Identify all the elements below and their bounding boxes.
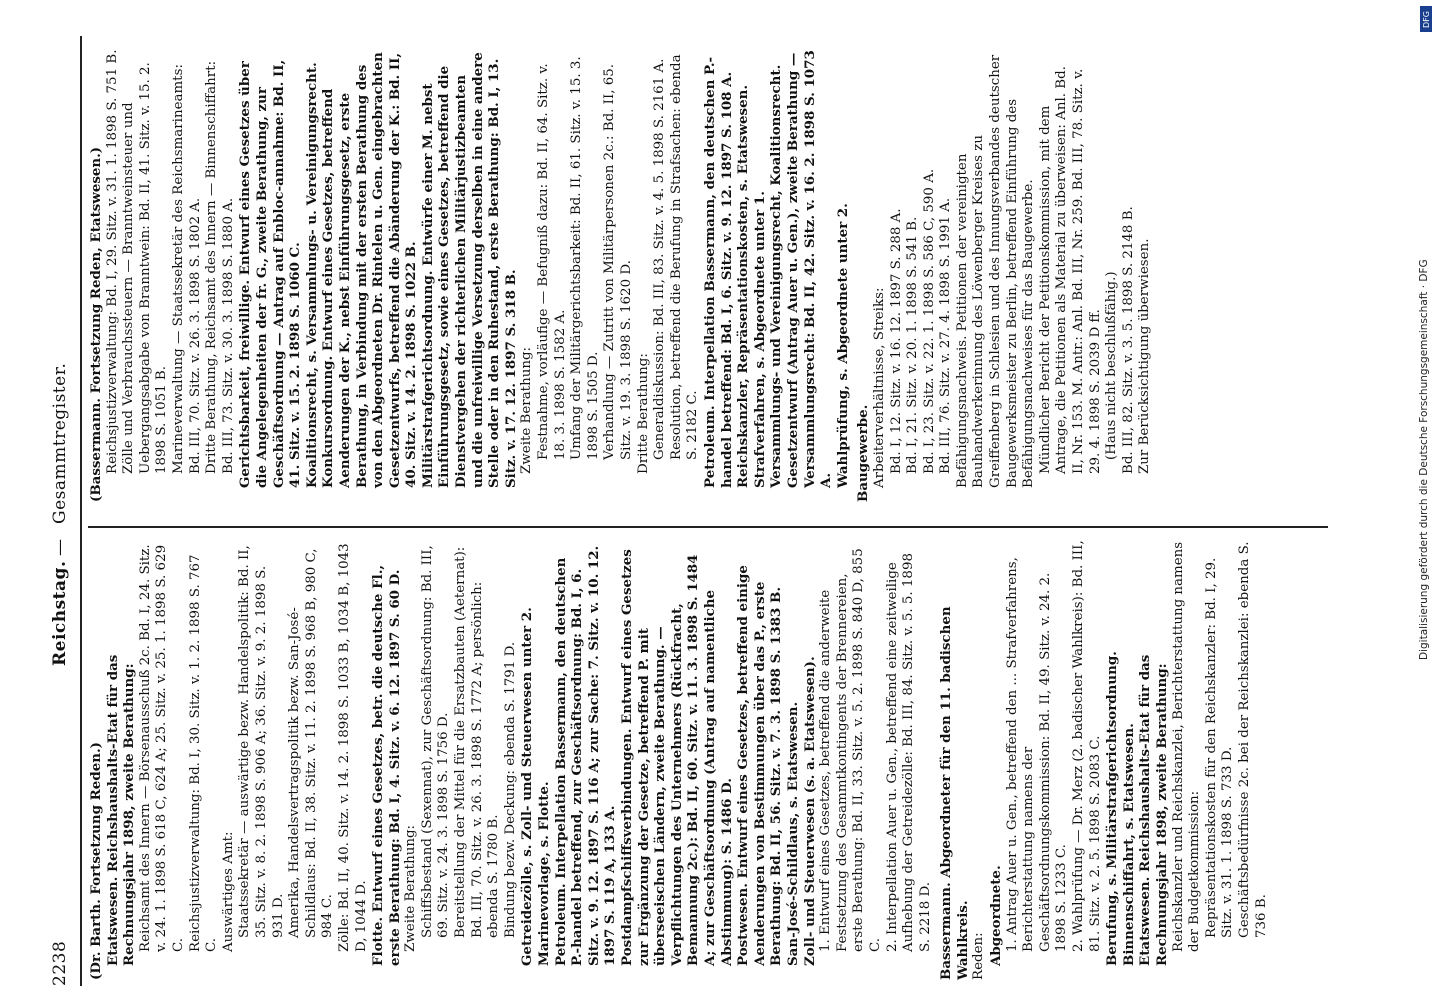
index-entry: Bd. III, 82. Sitz. v. 3. 5. 1898 S. 2148 B. <box>1120 206 1136 474</box>
index-entry: (Haus nicht beschlußfähig.) <box>1104 271 1120 460</box>
page-number: 2238 <box>50 940 70 986</box>
left-column <box>88 540 1270 980</box>
index-entry: San-José-Schildlaus, s. Etatswesen. <box>784 701 801 966</box>
index-entry: Getreidezölle, s. Zoll- und Steuerwesen unter 2. <box>519 607 536 966</box>
index-entry: Reichsjustizverwaltung: Bd. I, 30. Sitz. v. 1. 2. 1898 S. 767 C. <box>187 554 220 952</box>
index-entry: Zur Berücksichtigung überwiesen. <box>1137 238 1153 474</box>
index-entry: Auswärtiges Amt: <box>220 831 236 952</box>
index-entry: Verhandlung — Zutritt von Militärpersonen 2c.: Bd. II, 65. Sitz. v. 19. 3. 1898 S. 1620 D. <box>602 63 634 460</box>
index-entry: 1. Antrag Auer u. Gen., betreffend den ... Strafverfahrens, Berichterstattung namens der Geschäftsordnungskommission: Bd. II, 49. Sitz. v. 24. 2. 1898 S. 1233 C. <box>1004 557 1070 952</box>
page-title: Reichstag. <box>50 560 70 666</box>
index-entry: Binnenschiffahrt, s. Etatswesen. <box>1120 723 1137 966</box>
index-entry: Etatswesen. Reichshaushalts-Etat für das Rechnungsjahr 1898, zweite Berathung: <box>104 654 138 966</box>
index-entry: Generaldiskussion: Bd. III, 83. Sitz. v. 4. 5. 1898 S. 2161 A. <box>652 58 668 460</box>
index-entry: Mündlicher Bericht der Petitionskommission, mit dem Antrage, die Petitionen als Material zu überweisen: Anl. Bd. II, Nr. 153. M. Antr.: Anl. Bd. III, Nr. 259. Bd. III, 78. Sitz. v. 29. 4. 1898 S. 2039 D ff. <box>1037 66 1103 474</box>
index-entry: Versammlungs- und Vereinigungsrecht, Koalitionsrecht. Gesetzentwurf (Antrag Auer u. Gen.), zweite Berathung — Versammlungsrecht: Bd. II, 42. Sitz. v. 16. 2. 1898 S. 1073 A. <box>768 50 835 488</box>
index-entry: 2. Interpellation Auer u. Gen., betreffend eine zeitweilige Aufhebung der Getreidezölle: Bd. III, 84. Sitz. v. 5. 5. 1898 S. 2218 D. <box>884 553 933 952</box>
index-entry: Abgeordnete. <box>988 865 1005 966</box>
index-entry: Koalitionsrecht, s. Versammlungs- u. Vereinigungsrecht. <box>303 62 320 488</box>
dfg-note: Digitalisierung gefördert durch die Deutsche Forschungsgemeinschaft · DFG <box>1418 259 1430 660</box>
index-entry: Marinevorlage, s. Flotte. <box>536 781 553 966</box>
right-column <box>88 47 1154 502</box>
index-entry: Umfang der Militärgerichtsbarkeit: Bd. II, 61. Sitz. v. 15. 3. 1898 S. 1505 D. <box>569 56 601 460</box>
index-entry: 1. Entwurf eines Gesetzes, betreffend die anderweite Festsetzung des Gesammtkontingents der Brennereien, erste Berathung: Bd. II, 33. Sitz. v. 5. 2. 1898 S. 840 D, 855 C. <box>818 548 883 952</box>
page-header <box>44 36 80 986</box>
index-entry: Militärstrafgerichtsordnung. Entwürfe einer M. nebst Einführungsgesetz, sowie eines Gesetzes, betreffend die Dienstvergehen der richterlichen Militärjustizbeamten und die unfreiwillige Versetzung derselben in eine andere Stelle oder in den Ruhestand, erste Berathung: Bd. I, 13. Sitz. v. 17. 12. 1897 S. 318 B. <box>419 52 519 488</box>
index-entry: Zölle: Bd. II, 40. Sitz. v. 14. 2. 1898 S. 1033 B, 1034 B, 1043 D, 1044 D. <box>336 543 369 952</box>
index-entry: Berufung, s. Militärstrafgerichtsordnung. <box>1104 651 1121 966</box>
index-entry: Bereitstellung der Mittel für die Ersatzbauten (Aeternat): Bd. III, 70. Sitz. v. 26. 3. 1898 S. 1772 A; persönlich: ebenda S. 1780 B. <box>453 546 502 938</box>
index-entry: Repräsentationskosten für den Reichskanzler: Bd. I, 29. Sitz. v. 31. 1. 1898 S. 733 D. <box>1203 557 1236 938</box>
index-entry: 2. Wahlprüfung — Dr. Merz (2. badischer Wahlkreis): Bd. III, 81. Sitz. v. 2. 5. 1898 S. 2083 C. <box>1071 540 1103 952</box>
index-entry: Wahlprüfung, s. Abgeordnete unter 2. <box>834 203 851 488</box>
index-entry: Postwesen. Entwurf eines Gesetzes, betreffend einige Aenderungen von Bestimmungen über das P., erste Berathung: Bd. II, 56. Sitz. v. 7. 3. 1898 S. 1383 B. <box>735 565 785 966</box>
index-entry: Festnahme, vorläufige — Befugniß dazu: Bd. II, 64. Sitz. v. 18. 3. 1898 S. 1582 A. <box>536 63 568 460</box>
index-entry: Geschäftsbedürfnisse 2c. bei der Reichskanzlei: ebenda S. 736 B. <box>1236 541 1269 938</box>
index-entry: Flotte. Entwurf eines Gesetzes, betr. die deutsche Fl., erste Berathung: Bd. I, 4. Sitz. v. 6. 12. 1897 S. 60 D. <box>370 564 403 966</box>
index-entry: Marineverwaltung — Staatssekretär des Reichsmarineamts: Bd. III, 70. Sitz. v. 26. 3. 1898 S. 1802 A. <box>170 64 203 474</box>
index-entry: Zölle und Verbrauchssteuern — Branntweinsteuer und Uebergangsabgabe von Branntwein: Bd. II, 41. Sitz. v. 15. 2. 1898 S. 1051 B. <box>121 62 170 474</box>
column-divider <box>88 527 1328 529</box>
index-entry: Gerichtsbarkeit, freiwillige. Entwurf eines Gesetzes über die Angelegenheiten der fr. G., zweite Berathung, zur Geschäftsordnung — Antrag auf Enbloc-annahme: Bd. II, 41. Sitz. v. 15. 2. 1898 S. 1060 C. <box>237 59 304 488</box>
index-entry: Zweite Berathung: <box>403 824 419 952</box>
index-entry: Konkursordnung. Entwurf eines Gesetzes, betreffend Aenderungen der K., nebst Einführungsgesetz, erste Berathung, in Verbindung mit der ersten Berathung des von den Abgeordneten Dr. Rintelen u. Gen. eingebrachten Gesetzentwurfs, betreffend die Abänderung der K.: Bd. II, 40. Sitz. v. 14. 2. 1898 S. 1022 B. <box>320 52 420 488</box>
rotated-page <box>44 36 1404 986</box>
index-entry: Reichsamt des Innern — Börsenausschuß 2c. Bd. I, 24. Sitz. v. 24. 1. 1898 S. 618 C, 624 A; 25. Sitz. v. 25. 1. 1898 S. 629 C. <box>137 544 186 952</box>
index-entry: Resolution, betreffend die Berufung in Strafsachen: ebenda S. 2182 C. <box>668 54 701 460</box>
index-entry: Staatssekretär — auswärtige bezw. Handelspolitik: Bd. II, 35. Sitz. v. 8. 2. 1898 S. 906 A; 36. Sitz. v. 9. 2. 1898 S. 931 D. <box>237 545 286 938</box>
index-entry: Reichskanzler, Repräsentationskosten, s. Etatswesen. <box>735 84 752 488</box>
index-entry: Befähigungsnachweis. Petitionen der vereinigten Bauhandwerkerinnung des Löwenberger Kreises zu Greiffenberg in Schlesien und des Innungsverbandes deutscher Baugewerksmeister zu Berlin, betreffend Einführung des Befähigungsnachweises für das Baugewerbe. <box>954 54 1037 488</box>
index-entry: Schiffsbestand (Sexennat), zur Geschäftsordnung: Bd. III, 69. Sitz. v. 24. 3. 1898 S. 1756 D. <box>419 545 452 938</box>
index-entry: Petroleum. Interpellation Bassermann, den deutschen P.-handel betreffend, zur Geschäftsordnung: Bd. I, 6. Sitz. v. 9. 12. 1897 S. 116 A; zur Sache: 7. Sitz. v. 10. 12. 1897 S. 119 A, 133 A. <box>552 545 619 966</box>
index-entry: Etatswesen. Reichshaushalts-Etat für das Rechnungsjahr 1898, zweite Berathung: <box>1137 654 1170 966</box>
index-entry: (Bassermann. Fortsetzung Reden, Etatswesen.) <box>88 146 104 502</box>
index-entry: Strafverfahren, s. Abgeordnete unter 1. <box>751 191 768 488</box>
index-entry: Arbeiterverhältnisse, Streiks: <box>871 287 887 488</box>
index-entry: (Dr. Barth. Fortsetzung Reden.) <box>88 742 104 980</box>
index-entry: Baugewerbe. <box>855 404 872 502</box>
header-rule <box>80 36 82 986</box>
index-entry: Reichsjustizverwaltung: Bd. I, 29. Sitz. v. 31. 1. 1898 S. 751 B. <box>104 49 120 474</box>
index-entry: Postdampfschiffsverbindungen. Entwurf eines Gesetzes zur Ergänzung der Gesetze, betreffend P. mit überseeischen Ländern, zweite Berathung. — Verpflichtungen des Unternehmers (Rückfracht, Bemannung 2c.): Bd. II, 60. Sitz. v. 11. 3. 1898 S. 1484 A; zur Geschäftsordnung (Antrag auf namentliche Abstimmung): S. 1486 D. <box>619 549 735 966</box>
index-entry: Bassermann. Abgeordneter für den 11. badischen Wahlkreis. <box>938 606 971 980</box>
header-dash: — <box>50 538 70 556</box>
index-entry: Zweite Berathung: <box>519 346 535 474</box>
index-entry: Petroleum. Interpellation Bassermann, den deutschen P.-handel betreffend: Bd. I, 6. Sitz. v. 9. 12. 1897 S. 108 A. <box>701 56 735 488</box>
index-entry: Reichskanzler und Reichskanzlei, Berichterstattung namens der Budgetkommission: <box>1170 541 1203 952</box>
dfg-logo: DFG <box>1420 6 1432 32</box>
page-subtitle: Gesammtregister. <box>50 362 70 524</box>
index-entry: Dritte Berathung, Reichsamt des Innern — Binnenschiffahrt: Bd. III, 73. Sitz. v. 30. 3. 1898 S. 1880 A. <box>204 60 236 474</box>
index-entry: Bindung bezw. Deckung: ebenda S. 1791 D. <box>502 641 518 938</box>
index-entry: Bd. I, 21. Sitz. v. 20. 1. 1898 S. 541 B. <box>905 216 921 474</box>
index-entry: Dritte Berathung: <box>635 353 651 474</box>
index-entry: Reden: <box>971 932 987 980</box>
index-entry: Bd. I, 12. Sitz. v. 16. 12. 1897 S. 288 A. <box>888 208 904 474</box>
index-entry: Bd. III, 76. Sitz. v. 27. 4. 1898 S. 1991 A. <box>938 197 954 474</box>
index-entry: Zoll- und Steuerwesen (s. a. Etatswesen). <box>801 656 818 966</box>
index-entry: Bd. I, 23. Sitz. v. 22. 1. 1898 S. 586 C, 590 A. <box>921 168 937 474</box>
index-entry: Amerika, Handelsvertragspolitik bezw. San-José-Schildlaus: Bd. II, 38. Sitz. v. 11. 2. 1898 S. 968 B, 980 C, 984 C. <box>287 548 336 938</box>
